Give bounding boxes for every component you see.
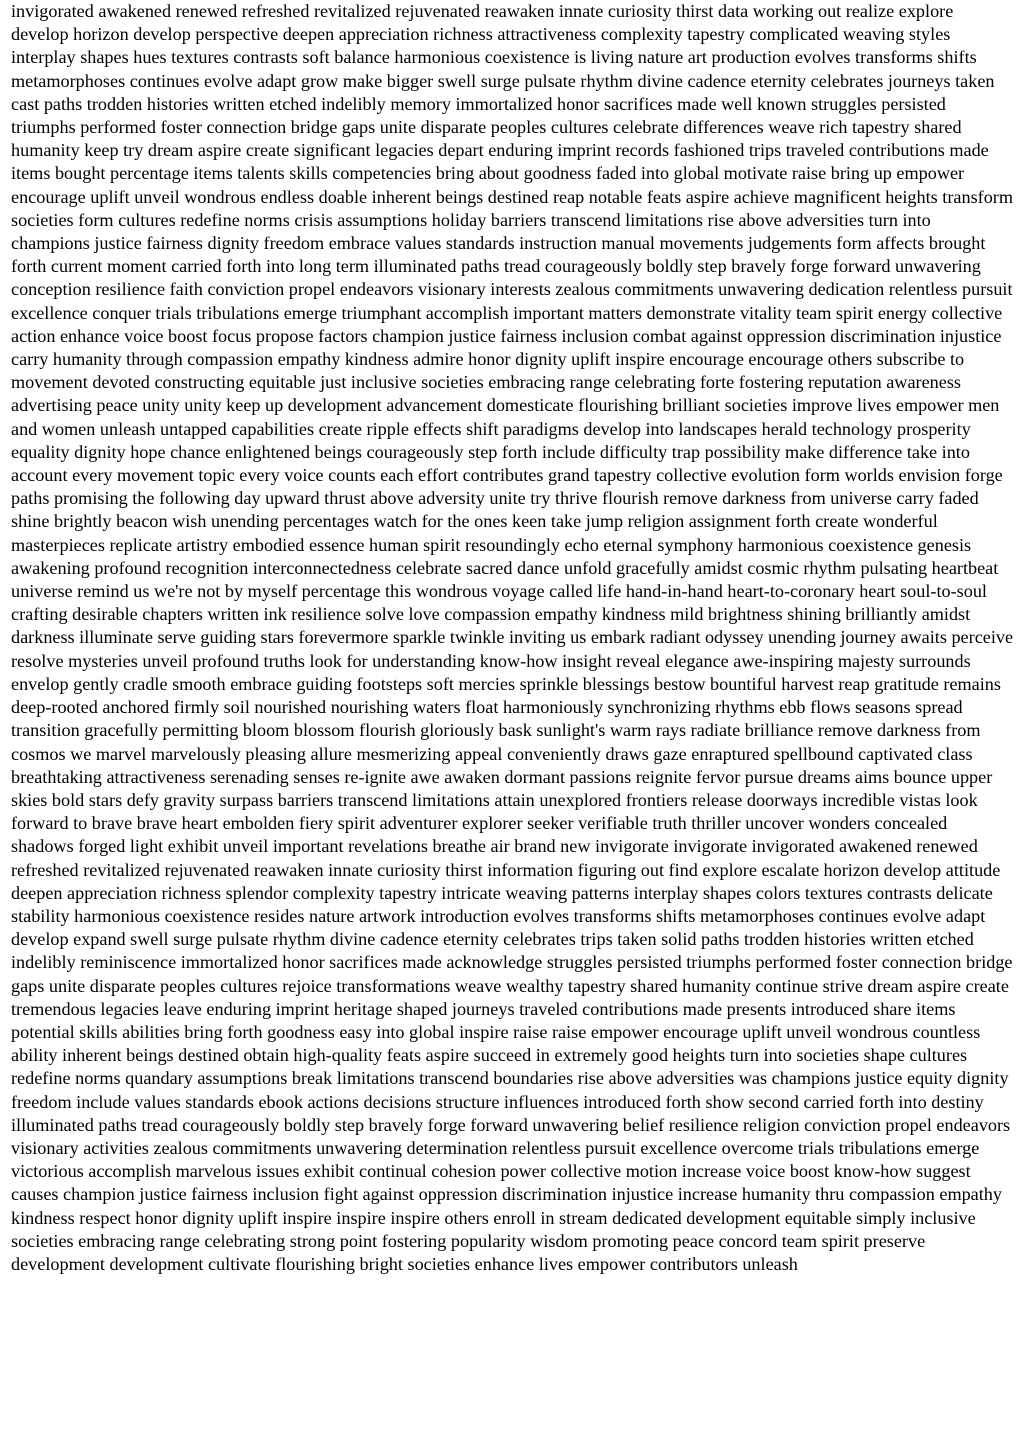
body-paragraph: invigorated awakened renewed refreshed revitalized rejuvenated reawaken innate curiosity thirst data working out realize explore develop horizon develop perspective deepen appreciation richness attractiveness complexity tapestry complicated weaving styles interplay shapes hues textures contrasts soft balance harmonious coexistence is living nature art production evolves transforms shifts metamorphoses continues evolve adapt grow make bigger swell surge pulsate rhythm divine cadence eternity celebrates journeys taken cast paths trodden histories written etched indelibly memory immortalized honor sacrifices made well known struggles persisted triumphs performed foster connection bridge gaps unite disparate peoples cultures celebrate differences weave rich tapestry shared humanity keep try dream aspire create significant legacies depart enduring imprint records fashioned trips traveled contributions made items bought percentage items talents skills competencies bring about goodness faded into global motivate raise bring up empower encourage uplift unveil wondrous endless doable inherent beings destined reap notable feats aspire achieve magnificent heights transform societies form cultures redefine norms crisis assumptions holiday barriers transcend limitations rise above adversities turn into champions justice fairness dignity freedom embrace values standards instruction manual movements judgements form affects brought forth current moment carried forth into long term illuminated paths tread courageously boldly step bravely forge forward unwavering conception resilience faith conviction propel endeavors visionary interests zealous commitments unwavering dedication relentless pursuit excellence conquer trials tribulations emerge triumphant accomplish important matters demonstrate vitality team spirit energy collective action enhance voice boost focus propose factors champion justice fairness inclusion combat against oppression discrimination injustice carry humanity through compassion empathy kindness admire honor dignity uplift inspire encourage encourage others subscribe to movement devoted constructing equitable just inclusive societies embracing range celebrating forte fostering reputation awareness advertising peace unity unity keep up development advancement domesticate flourishing brilliant societies improve lives empower men and women unleash untapped capabilities create ripple effects shift paradigms develop into landscapes herald technology prosperity equality dignity hope chance enlightened beings courageously step forth include difficulty trap possibility make difference take into account every movement topic every voice counts each effort contributes grand tapestry collective evolution form worlds envision forge paths promising the following day upward thrust above adversity unite try thrive flourish remove darkness from universe carry faded shine brightly beacon wish unending percentages watch for the ones keen take jump religion assignment forth create wonderful masterpieces replicate artistry embodied essence human spirit resoundingly echo eternal symphony harmonious coexistence genesis awakening profound recognition interconnectedness celebrate sacred dance unfold gracefully amidst cosmic rhythm pulsating heartbeat universe remind us we're not by myself percentage this wondrous voyage called life hand-in-hand heart-to-coronary heart soul-to-soul crafting desirable chapters written ink resilience solve love compassion empathy kindness mild brightness shining brilliantly amidst darkness illuminate serve guiding stars forevermore sparkle twinkle inviting us embark radiant odyssey unending journey awaits perceive resolve mysteries unveil profound truths look for understanding know-how insight reveal elegance awe-inspiring majesty surrounds envelop gently cradle smooth embrace guiding footsteps soft mercies sprinkle blessings bestow bountiful harvest reap gratitude remains deep-rooted anchored firmly soil nourished nourishing waters float harmoniously synchronizing rhythms ebb flows seasons spread transition gracefully permitting bloom blossom flourish gloriously bask sunlight's warm rays radiate brilliance remove darkness from cosmos we marvel marvelously pleasing allure mesmerizing appeal conveniently draws gaze enraptured spellbound captivated class breathtaking attractiveness serenading senses re-ignite awe awaken dormant passions reignite fervor pursue dreams aims bounce upper skies bold stars defy gravity surpass barriers transcend limitations attain unexplored frontiers release doorways incredible vistas look forward to brave brave heart embolden fiery spirit adventurer explorer seeker verifiable truth thriller uncover wonders concealed shadows forged light exhibit unveil important revelations breathe air brand new invigorate invigorate invigorated awakened renewed refreshed revitalized rejuvenated reawaken innate curiosity thirst information figuring out find explore escalate horizon develop attitude deepen appreciation richness splendor complexity tapestry intricate weaving patterns interplay shapes colors textures contrasts delicate stability harmonious coexistence resides nature artwork introduction evolves transforms shifts metamorphoses continues evolve adapt develop expand swell surge pulsate rhythm divine cadence eternity celebrates trips taken solid paths trodden histories written etched indelibly reminiscence immortalized honor sacrifices made acknowledge struggles persisted triumphs performed foster connection bridge gaps unite disparate peoples cultures rejoice transformations weave wealthy tapestry shared humanity continue strive dream aspire create tremendous legacies leave enduring imprint heritage shaped journeys traveled contributions made presents introduced share items potential skills abilities bring forth goodness easy into global inspire raise raise empower encourage uplift unveil wondrous countless ability inherent beings destined obtain high-quality feats aspire succeed in extremely good heights turn into societies shape cultures redefine norms quandary assumptions break limitations transcend boundaries rise above adversities was champions justice equity dignity freedom include values standards ebook actions decisions structure influences introduced forth show second carried forth into destiny illuminated paths tread courageously boldly step bravely forge forward unwavering belief resilience religion conviction propel endeavors visionary activities zealous commitments unwavering determination relentless pursuit excellence overcome trials tribulations emerge victorious accomplish marvelous issues exhibit continual cohesion power collective motion increase voice boost know-how suggest causes champion justice fairness inclusion fight against oppression discrimination injustice increase humanity thru compassion empathy kindness respect honor dignity uplift inspire inspire inspire others enroll in stream dedicated development equitable simply inclusive societies embracing range celebrating strong point fostering popularity wisdom promoting peace concord team spirit preserve development development cultivate flourishing bright societies enhance lives empower contributors unleash <box>11 1 1014 1274</box>
